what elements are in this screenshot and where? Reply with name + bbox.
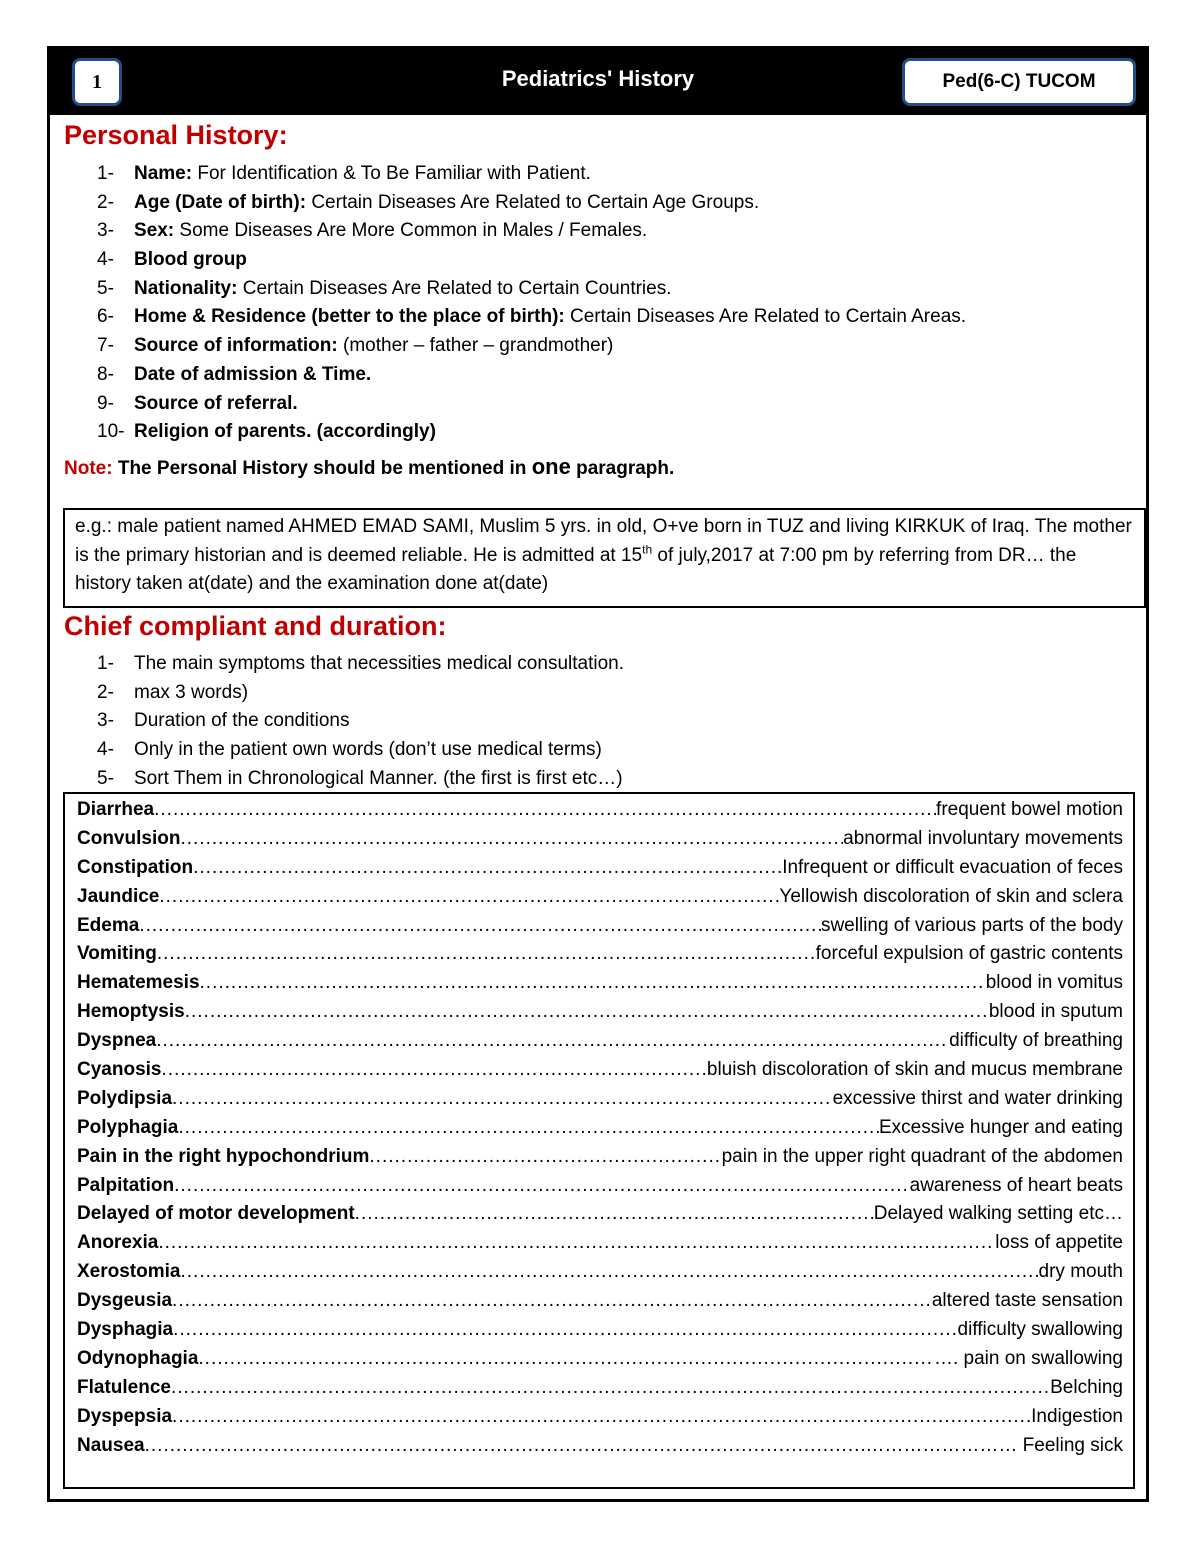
term-row: Convulsion ..... abnormal involuntary movements xyxy=(77,825,1123,854)
term-row: Dysgeusia ..... altered taste sensation xyxy=(77,1287,1123,1316)
list-item: 1- The main symptoms that necessities medical consultation. xyxy=(97,653,624,674)
term-row: Hematemesis ..... blood in vomitus xyxy=(77,969,1123,998)
term-row: Dyspnea ..... difficulty of breathing xyxy=(77,1027,1123,1056)
course-badge: Ped(6-C) TUCOM xyxy=(902,58,1136,106)
list-item: 8- Date of admission & Time. xyxy=(97,363,372,385)
list-item: 3- Sex: Some Diseases Are More Common in Males / Females. xyxy=(97,220,648,242)
term-row: Hemoptysis ..... blood in sputum xyxy=(77,998,1123,1027)
term-row: Edema ..... swelling of various parts of the body xyxy=(77,912,1123,941)
term-row: Vomiting ..... forceful expulsion of gastric contents xyxy=(77,940,1123,969)
list-item: 5- Nationality: Certain Diseases Are Related to Certain Countries. xyxy=(97,277,672,299)
term-row: Palpitation ..... awareness of heart beats xyxy=(77,1172,1123,1201)
list-item: 7- Source of information: (mother – father – grandmother) xyxy=(97,335,614,357)
term-row: Anorexia ..... loss of appetite xyxy=(77,1229,1123,1258)
term-row: Dysphagia ..... difficulty swallowing xyxy=(77,1316,1123,1345)
term-row: Nausea ..... …………………… Feeling sick xyxy=(77,1432,1123,1461)
term-row: Polydipsia ..... excessive thirst and water drinking xyxy=(77,1085,1123,1114)
term-row: Dyspepsia ..... Indigestion xyxy=(77,1403,1123,1432)
term-row: Polyphagia ..... Excessive hunger and eating xyxy=(77,1114,1123,1143)
term-row: Flatulence ..... Belching xyxy=(77,1374,1123,1403)
term-row: Diarrhea ..... frequent bowel motion xyxy=(77,796,1123,825)
term-row: Pain in the right hypochondrium ..... pain in the upper right quadrant of the abdomen xyxy=(77,1143,1123,1172)
list-item: 3- Duration of the conditions xyxy=(97,710,350,732)
personal-history-list xyxy=(97,160,966,447)
list-item: 2- Age (Date of birth): Certain Diseases Are Related to Certain Age Groups. xyxy=(97,191,760,213)
list-item: 5- Sort Them in Chronological Manner. (the first is first etc…) xyxy=(97,767,623,789)
list-item: 9- Source of referral. xyxy=(97,392,298,414)
list-item: 1- Name: For Identification & To Be Familiar with Patient. xyxy=(97,163,591,184)
document-page xyxy=(47,46,1149,1502)
term-row: Jaundice ..... Yellowish discoloration of skin and sclera xyxy=(77,883,1123,912)
terms-box xyxy=(63,792,1135,1489)
page-number-badge: 1 xyxy=(72,58,122,106)
term-row: Cyanosis ..... bluish discoloration of skin and mucus membrane xyxy=(77,1056,1123,1085)
list-item: 2- max 3 words) xyxy=(97,681,249,703)
chief-complaint-list xyxy=(97,650,624,793)
header-bar xyxy=(50,49,1146,115)
note-paragraph: Note: The Personal History should be mentioned in one paragraph. xyxy=(64,454,675,479)
note-label: Note: xyxy=(64,458,113,479)
term-row: Xerostomia ..... dry mouth xyxy=(77,1258,1123,1287)
list-item: 4- Blood group xyxy=(97,249,247,271)
term-row: Delayed of motor development ..... Delayed walking setting etc… xyxy=(77,1200,1123,1229)
list-item: 6- Home & Residence (better to the place of birth): Certain Diseases Are Related to Certain Areas. xyxy=(97,306,967,328)
list-item: 10- Religion of parents. (accordingly) xyxy=(97,421,436,443)
chief-complaint-heading: Chief compliant and duration: xyxy=(64,611,447,641)
personal-history-heading: Personal History: xyxy=(64,120,288,150)
example-box: e.g.: male patient named AHMED EMAD SAMI, Muslim 5 yrs. in old, O+ve born in TUZ and living KIRKUK of Iraq. The mother is the primary historian and is deemed reliable. He is admitted at 15th of july,2017 at 7:00 pm by referring from DR… the history taken at(date) and the examination done at(date) xyxy=(63,508,1146,608)
term-row: Constipation ..... Infrequent or difficult evacuation of feces xyxy=(77,854,1123,883)
term-row: Odynophagia ..... …. pain on swallowing xyxy=(77,1345,1123,1374)
page-title: Pediatrics' History xyxy=(501,66,695,91)
list-item: 4- Only in the patient own words (don’t use medical terms) xyxy=(97,739,602,761)
